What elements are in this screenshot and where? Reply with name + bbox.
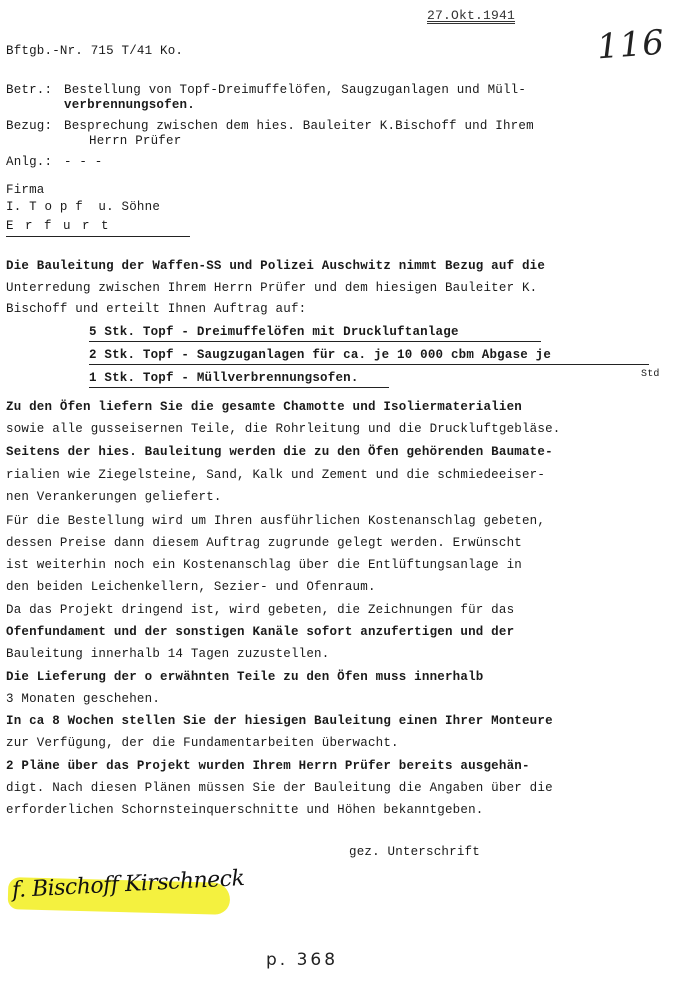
order-item-1-underline: [89, 341, 541, 342]
attachments-label: Anlg.:: [6, 155, 53, 169]
reference-number: Bftgb.-Nr. 715 T/41 Ko.: [6, 44, 184, 58]
folio-number: 116: [595, 22, 667, 68]
paragraph-5-line-2: zur Verfügung, der die Fundamentarbeiten überwacht.: [6, 736, 399, 750]
order-note: Std: [641, 369, 660, 380]
attachments-value: - - -: [64, 155, 103, 169]
paragraph-2-line-1: Für die Bestellung wird um Ihren ausführlichen Kostenanschlag gebeten,: [6, 514, 546, 528]
paragraph-4-line-1: Die Lieferung der o erwähnten Teile zu den Öfen muss innerhalb: [6, 670, 484, 684]
body-intro-line-2: Unterredung zwischen Ihrem Herrn Prüfer und dem hiesigen Bauleiter K.: [6, 281, 538, 295]
order-item-2: 2 Stk. Topf - Saugzuganlagen für ca. je 10 000 cbm Abgase je: [89, 348, 552, 362]
paragraph-6-line-1: 2 Pläne über das Projekt wurden Ihrem Herrn Prüfer bereits ausgehän-: [6, 759, 530, 773]
order-item-1: 5 Stk. Topf - Dreimuffelöfen mit Druckluftanlage: [89, 325, 459, 339]
paragraph-5-line-1: In ca 8 Wochen stellen Sie der hiesigen Bauleitung einen Ihrer Monteure: [6, 714, 553, 728]
paragraph-3-line-1: Da das Projekt dringend ist, wird gebeten, die Zeichnungen für das: [6, 603, 515, 617]
paragraph-1-line-3: Seitens der hies. Bauleitung werden die zu den Öfen gehörenden Baumate-: [6, 445, 553, 459]
subject-line-1: Bestellung von Topf-Dreimuffelöfen, Saugzuganlagen und Müll-: [64, 83, 527, 97]
paragraph-1-line-5: nen Verankerungen geliefert.: [6, 490, 222, 504]
recipient-line-1: Firma: [6, 183, 45, 197]
paragraph-2-line-4: den beiden Leichenkellern, Sezier- und Ofenraum.: [6, 580, 376, 594]
recipient-line-2: I. T o p f u. Söhne: [6, 200, 161, 214]
paragraph-2-line-2: dessen Preise dann diesem Auftrag zugrunde gelegt werden. Erwünscht: [6, 536, 522, 550]
handwritten-signature: [6, 862, 245, 918]
signed-note: gez. Unterschrift: [349, 845, 480, 859]
body-intro-line-3: Bischoff und erteilt Ihnen Auftrag auf:: [6, 302, 307, 316]
regarding-line-1: Besprechung zwischen dem hies. Bauleiter K.Bischoff und Ihrem: [64, 119, 534, 133]
paragraph-6-line-2: digt. Nach diesen Plänen müssen Sie der Bauleitung die Angaben über die: [6, 781, 553, 795]
regarding-line-2: Herrn Prüfer: [89, 134, 182, 148]
document-date: 27.Okt.1941: [427, 8, 516, 23]
order-item-3-underline: [89, 387, 389, 388]
paragraph-6-line-3: erforderlichen Schornsteinquerschnitte und Höhen bekanntgeben.: [6, 803, 484, 817]
body-intro-line-1: Die Bauleitung der Waffen-SS und Polizei Auschwitz nimmt Bezug auf die: [6, 259, 546, 273]
paragraph-1-line-2: sowie alle gusseisernen Teile, die Rohrleitung und die Druckluftgebläse.: [6, 422, 561, 436]
regarding-label: Bezug:: [6, 119, 53, 133]
paragraph-3-line-3: Bauleitung innerhalb 14 Tagen zuzustellen.: [6, 647, 330, 661]
signature-script: f. Bischoff Kirschneck: [11, 865, 245, 904]
subject-line-2: verbrennungsofen.: [64, 98, 195, 112]
order-item-3: 1 Stk. Topf - Müllverbrennungsofen.: [89, 371, 359, 385]
paragraph-1-line-1: Zu den Öfen liefern Sie die gesamte Chamotte und Isoliermaterialien: [6, 400, 522, 414]
subject-label: Betr.:: [6, 83, 53, 97]
page-number: p. 368: [266, 950, 339, 970]
order-item-2-underline: [89, 364, 649, 365]
paragraph-3-line-2: Ofenfundament und der sonstigen Kanäle sofort anzufertigen und der: [6, 625, 515, 639]
paragraph-1-line-4: rialien wie Ziegelsteine, Sand, Kalk und Zement und die schmiedeeiser-: [6, 468, 546, 482]
recipient-underline: [6, 236, 190, 237]
recipient-line-3: E r f u r t: [6, 219, 111, 233]
paragraph-4-line-2: 3 Monaten geschehen.: [6, 692, 161, 706]
paragraph-2-line-3: ist weiterhin noch ein Kostenanschlag über die Entlüftungsanlage in: [6, 558, 522, 572]
